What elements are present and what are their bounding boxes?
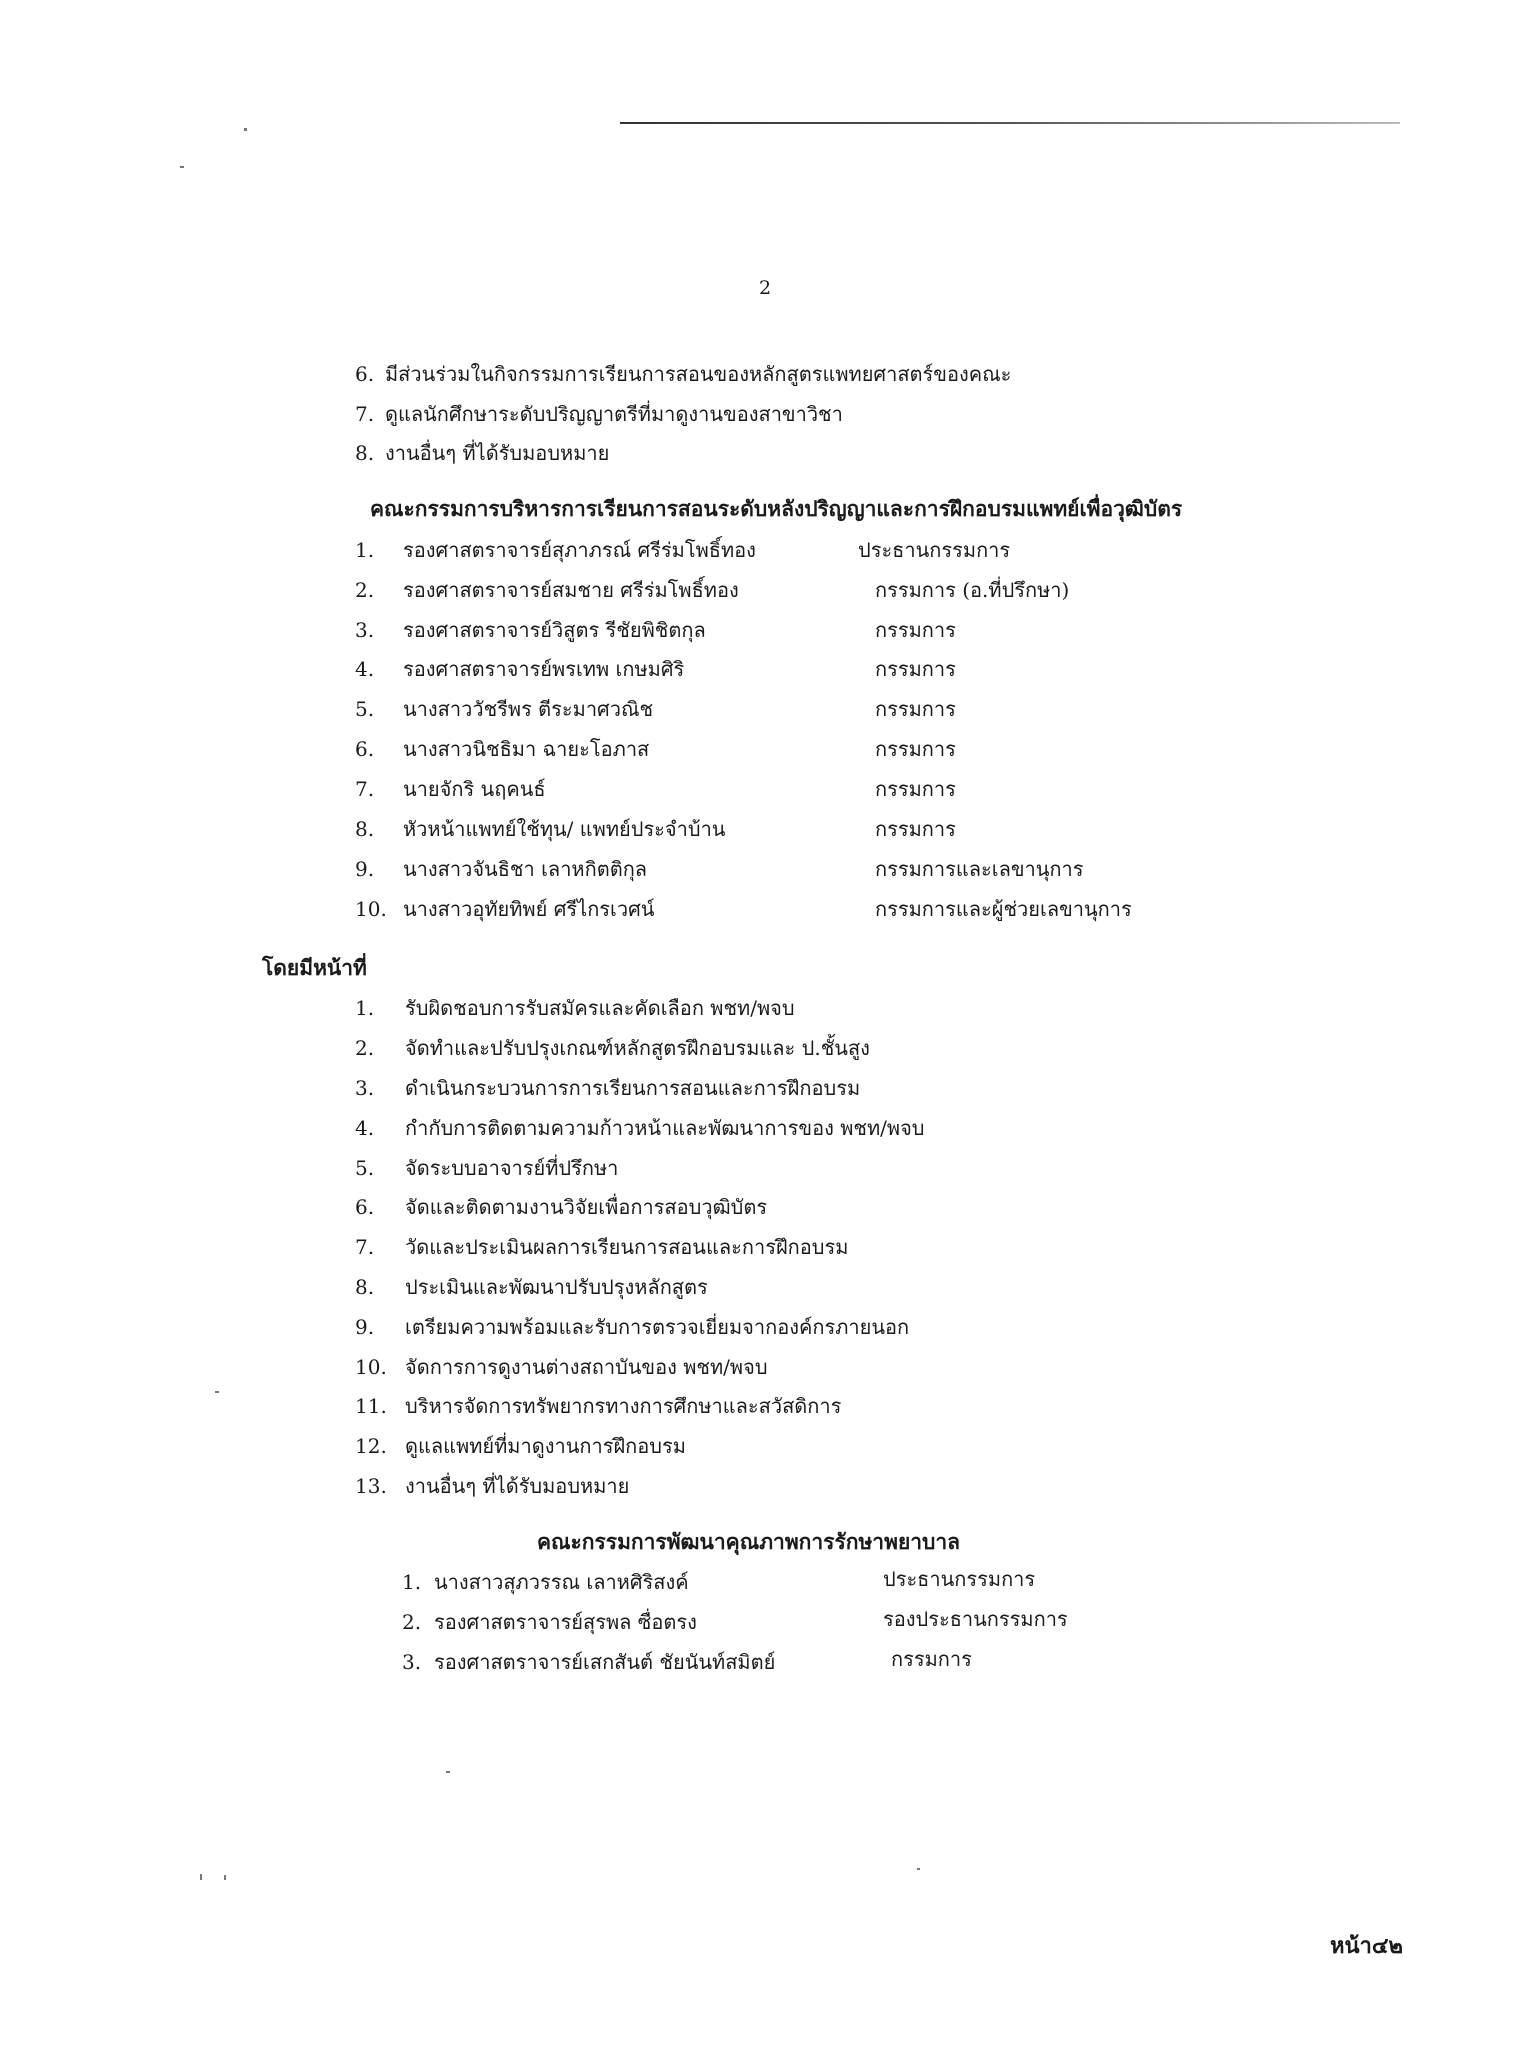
member-number: 9.	[355, 857, 375, 881]
item-number: 1.	[355, 996, 375, 1020]
member-row	[355, 577, 739, 603]
item-number: 2.	[355, 1036, 375, 1060]
member-row	[402, 1569, 689, 1595]
scan-speck	[917, 1868, 920, 1870]
item-number: 5.	[355, 1156, 375, 1180]
member-name: รองศาสตราจารย์วิสูตร รีชัยพิชิตกุล	[403, 618, 706, 642]
member-number: 2.	[402, 1610, 422, 1634]
member-role: กรรมการ	[891, 1647, 972, 1671]
item-number: 8.	[355, 1275, 375, 1299]
member-role: กรรมการ	[875, 777, 956, 801]
member-role: ประธานกรรมการ	[883, 1567, 1036, 1591]
member-number: 10.	[355, 897, 387, 921]
footer-page-number: หน้า๔๒	[1330, 1933, 1404, 1959]
member-number: 1.	[402, 1570, 422, 1594]
item-text: วัดและประเมินผลการเรียนการสอนและการฝึกอบรม	[405, 1235, 849, 1259]
member-name: หัวหน้าแพทย์ใช้ทุน/ แพทย์ประจำบ้าน	[403, 817, 726, 841]
list-item	[355, 995, 795, 1021]
item-number: 6.	[355, 362, 375, 386]
member-row	[355, 896, 654, 922]
member-name: นางสาวอุทัยทิพย์ ศรีไกรเวศน์	[403, 897, 655, 921]
list-item	[355, 1234, 848, 1260]
item-number: 3.	[355, 1076, 375, 1100]
member-role: กรรมการ	[875, 737, 956, 761]
duties-heading: โดยมีหน้าที่	[262, 955, 367, 980]
member-row	[402, 1609, 697, 1635]
item-text: งานอื่นๆ ที่ได้รับมอบหมาย	[385, 441, 610, 465]
item-number: 8.	[355, 441, 375, 465]
scan-speck	[244, 128, 247, 131]
member-name: รองศาสตราจารย์สุรพล ซื่อตรง	[434, 1610, 697, 1634]
member-row	[402, 1649, 775, 1675]
member-row	[355, 617, 706, 643]
member-row	[355, 537, 756, 563]
list-item	[355, 401, 843, 427]
item-text: ดูแลแพทย์ที่มาดูงานการฝึกอบรม	[405, 1434, 686, 1458]
committee-quality-title: คณะกรรมการพัฒนาคุณภาพการรักษาพยาบาล	[537, 1529, 961, 1554]
scan-speck	[224, 1875, 226, 1880]
item-text: บริหารจัดการทรัพยากรทางการศึกษาและสวัสดิการ	[405, 1394, 842, 1418]
item-text: จัดการการดูงานต่างสถาบันของ พชท/พจบ	[405, 1355, 768, 1379]
member-number: 2.	[355, 578, 375, 602]
member-number: 7.	[355, 777, 375, 801]
list-item	[355, 440, 609, 466]
list-item	[355, 1314, 909, 1340]
member-name: นางสาวนิชธิมา ฉายะโอภาส	[403, 737, 650, 761]
item-text: มีส่วนร่วมในกิจกรรมการเรียนการสอนของหลักสูตรแพทยศาสตร์ของคณะ	[385, 362, 1012, 386]
list-item	[355, 361, 1011, 387]
member-number: 8.	[355, 817, 375, 841]
item-number: 7.	[355, 1235, 375, 1259]
member-number: 3.	[402, 1650, 422, 1674]
member-number: 5.	[355, 697, 375, 721]
item-text: จัดทำและปรับปรุงเกณฑ์หลักสูตรฝึกอบรมและ ป.ชั้นสูง	[405, 1036, 870, 1060]
list-item	[355, 1393, 841, 1419]
list-item	[355, 1274, 708, 1300]
scan-header-rule	[620, 122, 1400, 124]
item-text: เตรียมความพร้อมและรับการตรวจเยี่ยมจากองค์กรภายนอก	[405, 1315, 910, 1339]
member-name: นางสาวจันธิชา เลาหกิตติกุล	[403, 857, 648, 881]
scan-speck	[215, 1391, 219, 1393]
item-text: รับผิดชอบการรับสมัครและคัดเลือก พชท/พจบ	[405, 996, 795, 1020]
member-role: กรรมการ	[875, 817, 956, 841]
item-number: 11.	[355, 1394, 387, 1418]
member-role: กรรมการ	[875, 618, 956, 642]
list-item	[355, 1354, 768, 1380]
member-role: ประธานกรรมการ	[858, 538, 1011, 562]
member-role: รองประธานกรรมการ	[883, 1607, 1068, 1631]
member-role: กรรมการและเลขานุการ	[875, 857, 1084, 881]
member-row	[355, 696, 653, 722]
item-number: 4.	[355, 1116, 375, 1140]
member-name: รองศาสตราจารย์สมชาย ศรีร่มโพธิ์ทอง	[403, 578, 739, 602]
member-row	[355, 656, 684, 682]
item-text: งานอื่นๆ ที่ได้รับมอบหมาย	[405, 1474, 630, 1498]
member-role: กรรมการและผู้ช่วยเลขานุการ	[875, 897, 1132, 921]
member-name: นางสาววัชรีพร ตีระมาศวณิช	[403, 697, 654, 721]
member-role: กรรมการ (อ.ที่ปรึกษา)	[875, 578, 1070, 602]
item-number: 9.	[355, 1315, 375, 1339]
member-number: 3.	[355, 618, 375, 642]
item-number: 12.	[355, 1434, 387, 1458]
scan-speck	[446, 1771, 450, 1773]
item-text: กำกับการติดตามความก้าวหน้าและพัฒนาการของ พชท/พจบ	[405, 1116, 925, 1140]
scan-speck	[180, 166, 184, 168]
page-number: 2	[758, 277, 772, 299]
member-row	[355, 736, 649, 762]
member-name: นายจักริ นฤคนธ์	[403, 777, 546, 801]
member-row	[355, 776, 546, 802]
member-name: รองศาสตราจารย์สุภาภรณ์ ศรีร่มโพธิ์ทอง	[403, 538, 756, 562]
member-name: รองศาสตราจารย์เสกสันต์ ชัยนันท์สมิตย์	[434, 1650, 776, 1674]
list-item	[355, 1194, 767, 1220]
item-number: 7.	[355, 402, 375, 426]
item-text: ดำเนินกระบวนการการเรียนการสอนและการฝึกอบรม	[405, 1076, 861, 1100]
member-row	[355, 856, 647, 882]
member-number: 6.	[355, 737, 375, 761]
member-role: กรรมการ	[875, 657, 956, 681]
item-number: 10.	[355, 1355, 387, 1379]
list-item	[355, 1473, 629, 1499]
item-text: ประเมินและพัฒนาปรับปรุงหลักสูตร	[405, 1275, 708, 1299]
member-name: นางสาวสุภวรรณ เลาหศิริสงค์	[434, 1570, 689, 1594]
list-item	[355, 1035, 870, 1061]
item-text: จัดระบบอาจารย์ที่ปรึกษา	[405, 1156, 619, 1180]
item-number: 6.	[355, 1195, 375, 1219]
list-item	[355, 1075, 860, 1101]
member-number: 1.	[355, 538, 375, 562]
member-role: กรรมการ	[875, 697, 956, 721]
item-text: จัดและติดตามงานวิจัยเพื่อการสอบวุฒิบัตร	[405, 1195, 768, 1219]
committee-postgrad-title: คณะกรรมการบริหารการเรียนการสอนระดับหลังปริญญาและการฝึกอบรมแพทย์เพื่อวุฒิบัตร	[370, 496, 1183, 521]
scan-speck	[200, 1874, 202, 1880]
item-text: ดูแลนักศึกษาระดับปริญญาตรีที่มาดูงานของสาขาวิชา	[385, 402, 843, 426]
item-number: 13.	[355, 1474, 387, 1498]
member-row	[355, 816, 725, 842]
member-number: 4.	[355, 657, 375, 681]
list-item	[355, 1433, 686, 1459]
list-item	[355, 1155, 618, 1181]
member-name: รองศาสตราจารย์พรเทพ เกษมศิริ	[403, 657, 685, 681]
list-item	[355, 1115, 925, 1141]
